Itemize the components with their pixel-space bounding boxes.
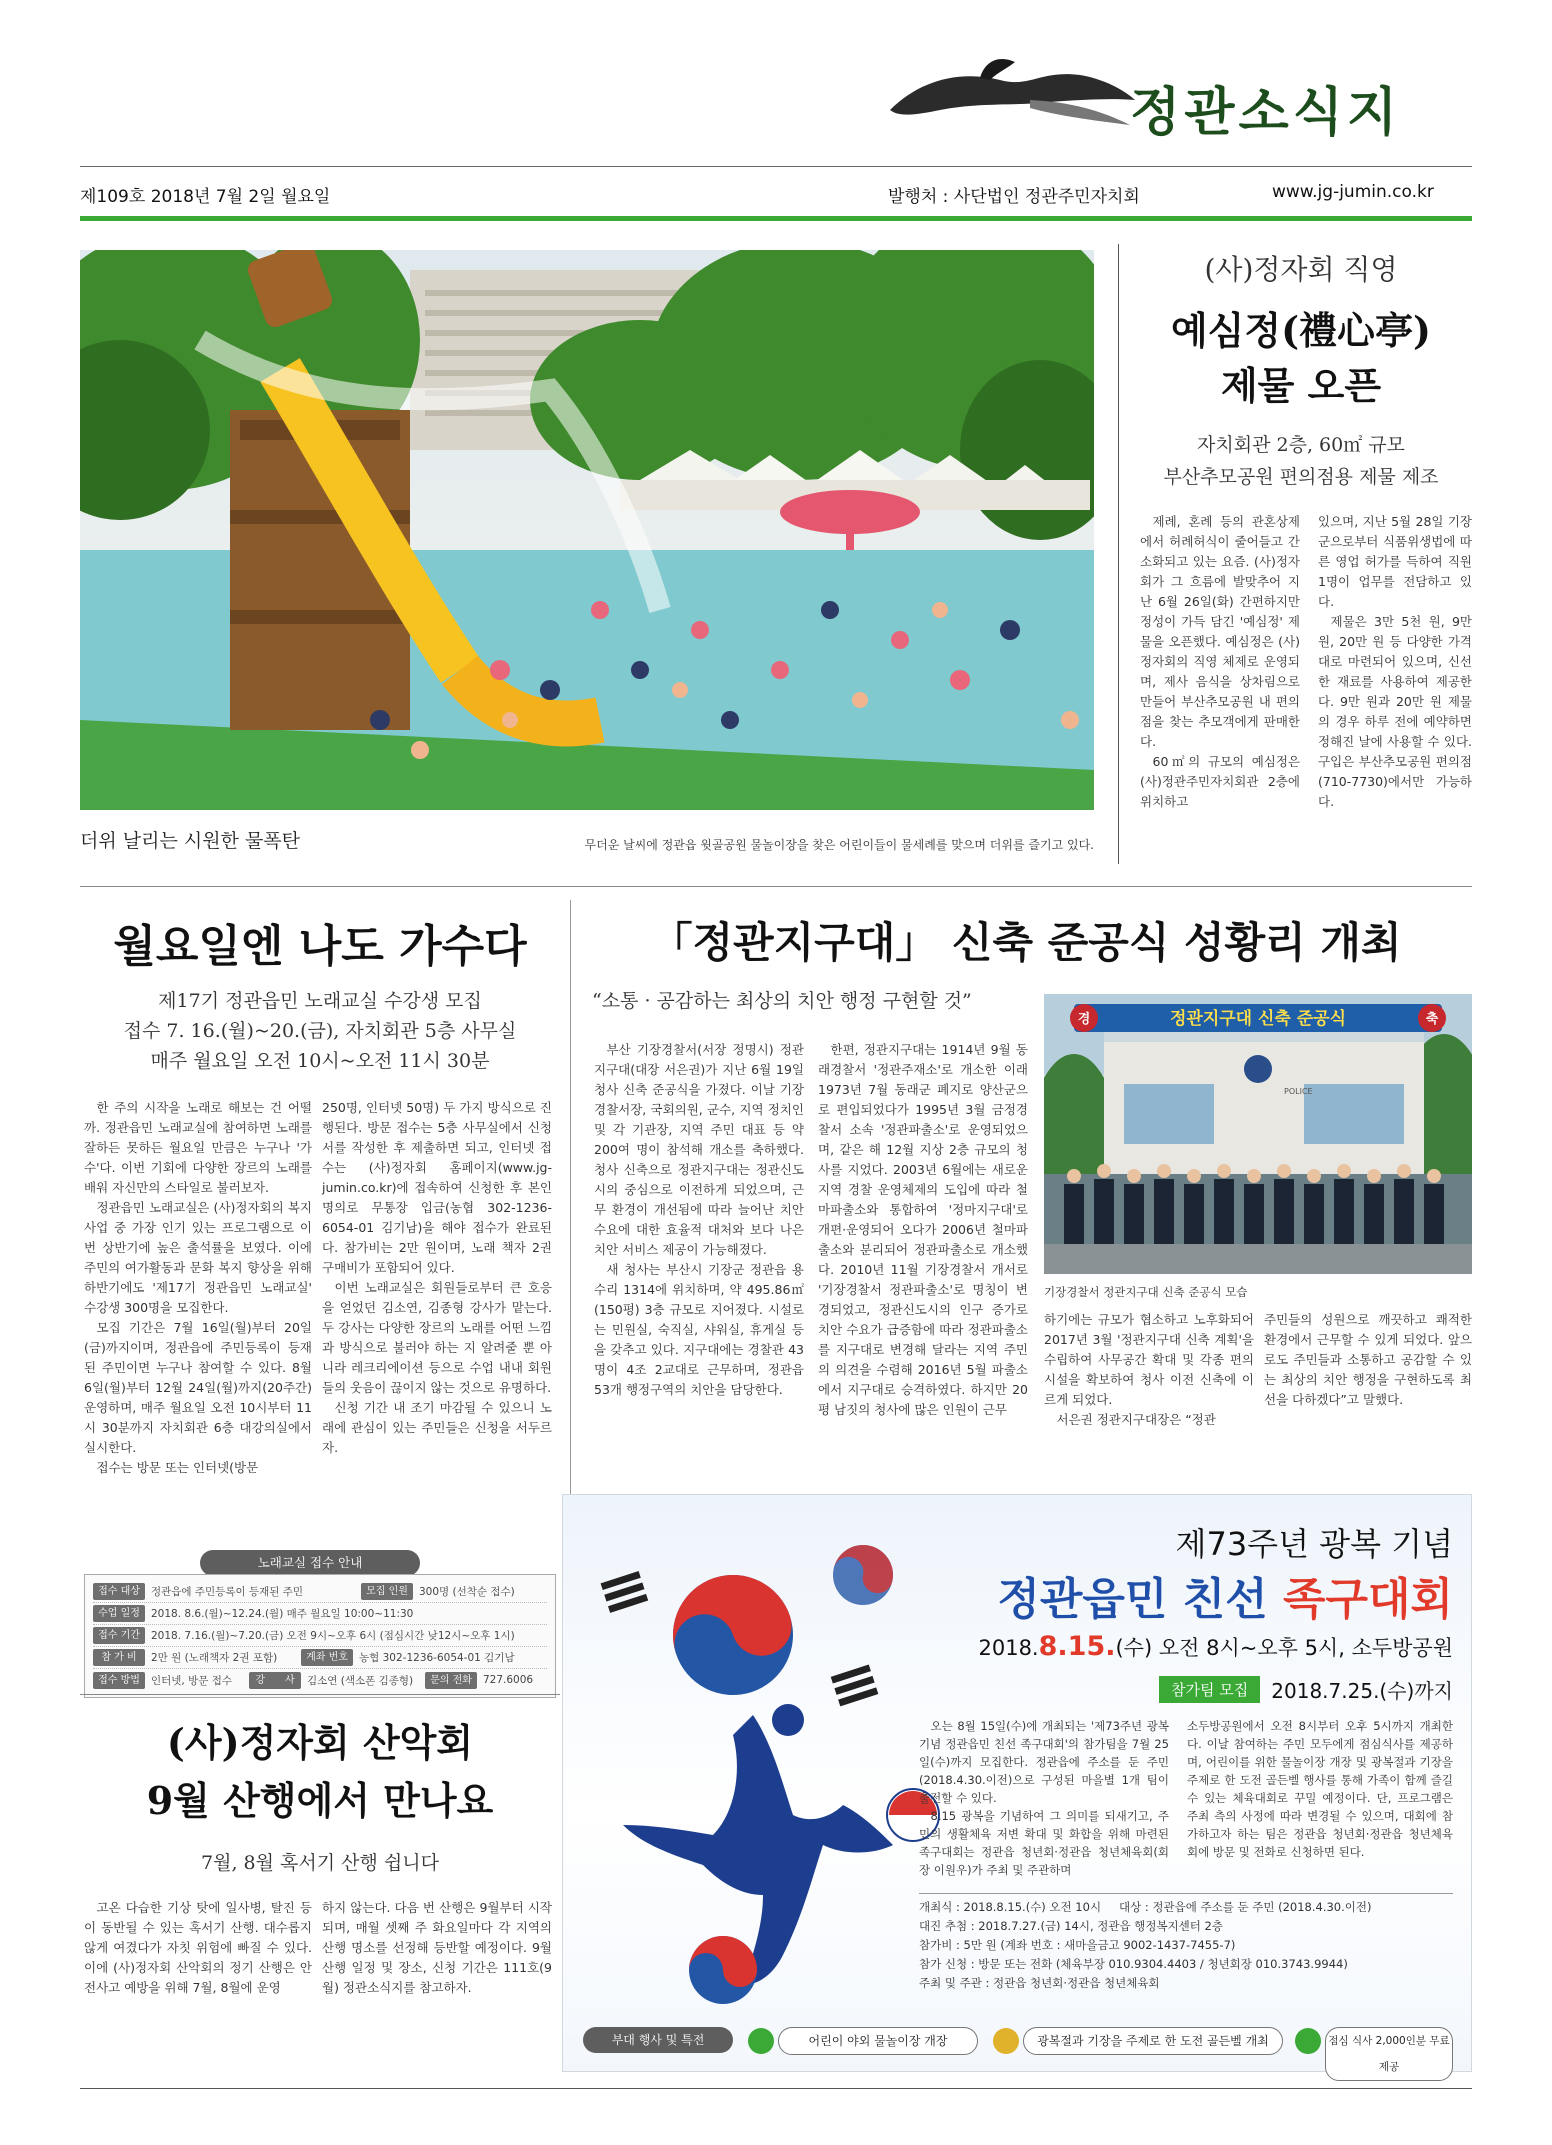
info-line: 참가 신청 : 방문 또는 전화 (체육부장 010.9304.4403 / 청년회장 010.3743.9944) (919, 1957, 1348, 1971)
photo-caption-title: 더위 날리는 시원한 물폭탄 (80, 830, 301, 852)
shrine-headline-1: 예심정(禮心亭) (1170, 308, 1432, 353)
police-col-3 (1044, 1310, 1254, 1430)
table-label: 접수 방법 (93, 1672, 145, 1689)
section-rule (80, 886, 1472, 887)
table-row (93, 1625, 547, 1647)
table-value: 정관읍에 주민등록이 등재된 주민 (151, 1586, 304, 1598)
poster-events-row (583, 2027, 1453, 2073)
police-quote: “소통 · 공감하는 최상의 치안 행정 구현할 것” (592, 990, 972, 1012)
paragraph: 서은권 정관지구대장은 “정관 (1056, 1412, 1216, 1427)
table-value: 300명 (선착순 접수) (419, 1586, 515, 1598)
poster-info-box (919, 1893, 1453, 1993)
poster-date-main: 8.15. (1038, 1631, 1116, 1662)
paragraph: 제례, 혼례 등의 관혼상제에서 허례허식이 줄어들고 간소화되고 있는 요즘. (사)정자회가 그 흐름에 발맞추어 지난 6월 26일(화) 간편하지만 정성이 가득 담긴 '예심정' 제물을 오픈했다. 예심정은 (사)정자회의 직영 체제로 운영되며, 제사 음식을 상차림으로 만들어 부산추모공원 내 편의점을 찾는 추모객에게 판매한다. (1140, 514, 1300, 749)
paragraph: 정관읍민 노래교실은 (사)정자회의 복지사업 중 가장 인기 있는 프로그램으로 이번 상반기에 높은 출석률을 보였다. 이에 주민의 여가활동과 문화 복지 향상을 위해 하반기에도 '제17기 정관읍민 노래교실' 수강생 300명을 모집한다. (84, 1200, 312, 1315)
info-line: 개최식 : 2018.8.15.(수) 오전 10시 (919, 1900, 1102, 1914)
building-sign: POLICE (1284, 1087, 1313, 1096)
police-photo-caption: 기장경찰서 정관지구대 신축 준공식 모습 (1044, 1285, 1248, 1299)
paragraph: 신청 기간 내 조기 마감될 수 있으니 노래에 관심이 있는 주민들은 신청을 서두르자. (322, 1400, 552, 1455)
page-bottom-rule (80, 2088, 1472, 2089)
info-line: 대진 추첨 : 2018.7.27.(금) 14시, 정관읍 행정복지센터 2층 (919, 1919, 1223, 1933)
police-col-1 (594, 1040, 804, 1400)
recruit-badge: 참가팀 모집 (1159, 1676, 1260, 1703)
issue-info: 제109호 2018년 7월 2일 월요일 (80, 187, 331, 207)
shrine-sub-1: 자치회관 2층, 60㎡ 규모 (1197, 434, 1405, 456)
info-line: 주최 및 주관 : 정관읍 청년회·정관읍 청년체육회 (919, 1976, 1160, 1990)
hiking-headline-1: (사)정자회 산악회 (166, 1720, 474, 1765)
table-label: 참 가 비 (93, 1649, 145, 1666)
paragraph: 오는 8월 15일(수)에 개최되는 '제73주년 광복 기념 정관읍민 친선 족구대회'의 참가팀을 7월 25일(수)까지 모집한다. 정관읍에 주소를 둔 주민(2018.4.30.이전)으로 구성된 마을별 1개 팀이 출전할 수 있다. (919, 1719, 1169, 1805)
paragraph: 한 주의 시작을 노래로 해보는 건 어떨까. 정관읍민 노래교실에 참여하면 노래를 잘하든 못하든 월요일 만큼은 누구나 '가수'다. 이번 기회에 다양한 장르의 노래를 배워 자신만의 스타일로 불러보자. (84, 1100, 312, 1195)
police-ceremony-photo (1044, 994, 1472, 1274)
table-value: 727.6006 (483, 1674, 534, 1686)
hiking-headline-2: 9월 산행에서 만나요 (146, 1778, 494, 1823)
table-row (93, 1669, 547, 1691)
paragraph: 이번 노래교실은 회원들로부터 큰 호응을 얻었던 김소연, 김종형 강사가 맡는다. 두 강사는 다양한 장르의 노래를 어떤 느낌과 방식으로 불러야 하는 지 알려줄 뿐 아니라 레크리에이션 등으로 수업 내내 회원들의 웃음이 끊이지 않는 것으로 유명하다. (322, 1280, 552, 1395)
shrine-kicker: (사)정자회 직영 (1204, 253, 1398, 286)
poster-col-1 (919, 1717, 1169, 1879)
singing-sub-3: 매주 월요일 오전 10시~오전 11시 30분 (150, 1050, 490, 1072)
divider (1118, 244, 1119, 864)
hiking-col-2 (322, 1898, 552, 1998)
paragraph: 250명, 인터넷 50명) 두 가지 방식으로 진행된다. 방문 접수는 5층 사무실에서 신청서를 작성한 후 제출하면 되고, 인터넷 접수는 (사)정자회 홈페이지(www.jg-jumin.co.kr)에 접속하여 신청한 후 본인 명의로 무통장 입금(농협 302-1236-6054-01 김기남)을 해야 접수가 완료된다. 참가비는 2만 원이며, 노래 책자 2권 구매비가 포함되어 있다. (322, 1100, 552, 1275)
masthead-brush-logo (880, 40, 1140, 140)
pool-icon (748, 2028, 774, 2054)
paragraph: 접수는 방문 또는 인터넷(방문 (96, 1460, 259, 1475)
banner-text: 정관지구대 신축 준공식 (1169, 1009, 1347, 1029)
table-value: 2018. 7.16.(월)~7.20.(금) 오전 9시~오후 6시 (점심시간 낮12시~오후 1시) (151, 1630, 515, 1642)
shrine-col-2 (1318, 512, 1472, 812)
poster-title (863, 1563, 1453, 1627)
paragraph: 있으며, 지난 5월 28일 기장군으로부터 식품위생법에 따른 영업 허가를 득하여 직원 1명이 업무를 전담하고 있다. (1318, 514, 1472, 609)
paragraph: 하지 않는다. 다음 번 산행은 9월부터 시작되며, 매월 셋째 주 화요일마다 각 지역의 산행 명소를 선정해 등반할 예정이다. 9월 산행 일정 및 장소, 신청 기간은 111호(9월) 정관소식지를 참고하자. (322, 1900, 552, 1995)
photo-caption: 무더운 날씨에 정관읍 윗골공원 물놀이장을 찾은 어린이들이 물세례를 맞으며 더위를 즐기고 있다. (584, 838, 1094, 852)
singing-headline: 월요일엔 나도 가수다 (113, 921, 527, 972)
section-rule (80, 1694, 560, 1695)
poster-title-part1: 정관읍민 친선 (997, 1574, 1268, 1625)
shrine-col-1 (1140, 512, 1300, 812)
info-line: 참가비 : 5만 원 (계좌 번호 : 새마을금고 9002-1437-7455-7) (919, 1938, 1236, 1952)
singing-col-2 (322, 1098, 552, 1458)
table-label: 접수 대상 (93, 1583, 145, 1600)
table-row (93, 1647, 547, 1669)
paragraph: 주민들의 성원으로 깨끗하고 쾌적한 환경에서 근무할 수 있게 되었다. 앞으로도 주민들과 소통하고 공감할 수 있는 최상의 치안 행정을 구현하도록 최선을 다하겠다”고 말했다. (1264, 1312, 1472, 1407)
table-label: 계좌 번호 (301, 1649, 353, 1666)
poster-title-part2: 족구대회 (1282, 1574, 1453, 1625)
poster-date-suffix: (수) 오전 8시~오후 5시, 소두방공원 (1115, 1636, 1453, 1660)
police-col-2 (818, 1040, 1028, 1420)
publisher: 발행처 : 사단법인 정관주민자치회 (888, 187, 1140, 207)
shrine-sub-2: 부산추모공원 편의점용 제물 제조 (1163, 466, 1439, 488)
event-item: 광복절과 기장을 주제로 한 도전 골든벨 개최 (1023, 2027, 1283, 2055)
events-label: 부대 행사 및 특전 (583, 2027, 733, 2053)
hiking-col-1 (84, 1898, 312, 1998)
singing-sub-1: 제17기 정관읍민 노래교실 수강생 모집 (158, 990, 482, 1012)
paragraph: 한편, 정관지구대는 1914년 9월 동래경찰서 '정관주재소'로 개소한 이래 1973년 7월 동래군 폐지로 양산군으로 편입되었다가 1995년 3월 금정경찰서 소속 '정관파출소'로 운영되었으며, 같은 해 12월 지상 2층 규모의 청사를 지었다. 2003년 6월에는 새로운 지역 경찰 운영체제의 도입에 따라 철마파출소와 통합하여 '정마지구대'로 개편·운영되어 오다가 2006년 철마파출소와 분리되어 정관파출소로 개소했다. 2010년 11월 기장경찰서 개서로 '기장경찰서 정관파출소'로 명칭이 변경되었고, 정관신도시의 인구 증가로 치안 수요가 급증함에 따라 정관파출소를 지구대로 변경해 달라는 지역 주민의 의견을 수렴해 2016년 5월 파출소에서 지구대로 승격하였다. 하지만 20평 남짓의 청사에 많은 인원이 근무 (818, 1042, 1028, 1417)
paragraph: 하기에는 규모가 협소하고 노후화되어 2017년 3월 '정관지구대 신축 계획'을 수립하여 사무공간 확대 및 각종 편의시설을 확보하여 청사 이전 신축에 이르게 되었다. (1044, 1312, 1254, 1407)
poster (562, 1494, 1472, 2072)
poster-date (863, 1631, 1453, 1662)
paragraph: 모집 기간은 7월 16일(월)부터 20일(금)까지이며, 정관읍에 주민등록이 등재된 주민이면 누구나 참여할 수 있다. 8월 6일(월)부터 12월 24일(월)까지(20주간) 운영하며, 매주 월요일 오전 10시부터 11시 30분까지 자치회관 6층 대강의실에서 실시한다. (84, 1320, 312, 1455)
water-park-photo (80, 250, 1094, 810)
meal-icon (1295, 2028, 1321, 2054)
police-headline: 「정관지구대」 신축 준공식 성황리 개최 (650, 918, 1402, 967)
table-value: 농협 302-1236-6054-01 김기남 (359, 1652, 515, 1664)
info-line: 대상 : 정관읍에 주소를 둔 주민 (2018.4.30.이전) (1119, 1900, 1372, 1914)
singing-info-table (84, 1574, 556, 1698)
paragraph: 새 청사는 부산시 기장군 정관읍 용수리 1314에 위치하며, 약 495.86㎡(150평) 3층 규모로 지어졌다. 시설로는 민원실, 숙직실, 샤워실, 휴게실 등을 갖추고 있다. 지구대에는 경찰관 43명이 4조 2교대로 근무하며, 정관읍 53개 행정구역의 치안을 담당한다. (594, 1262, 804, 1397)
poster-col-2 (1187, 1717, 1453, 1861)
paragraph: 고온 다습한 기상 탓에 일사병, 탈진 등이 동반될 수 있는 혹서기 산행. 대수롭지 않게 여겼다가 자칫 위험에 빠질 수 있다. 이에 (사)정자회 산악회의 정기 산행은 안전사고 예방을 위해 7월, 8월에 운영 (84, 1900, 312, 1995)
event-item: 점심 식사 2,000인분 무료 제공 (1325, 2027, 1453, 2081)
table-row (93, 1581, 547, 1603)
masthead-green-rule (80, 216, 1472, 221)
banner-left-text: 경 (1077, 1012, 1091, 1027)
singing-col-1 (84, 1098, 312, 1478)
table-label: 수업 일정 (93, 1605, 145, 1622)
website-link[interactable]: www.jg-jumin.co.kr (1272, 182, 1434, 202)
table-label: 문의 전화 (425, 1672, 477, 1689)
table-value: 김소연 (색소폰 김종형) (307, 1674, 414, 1687)
singing-table-title: 노래교실 접수 안내 (200, 1550, 420, 1576)
recruit-date: 2018.7.25.(수)까지 (1271, 1679, 1453, 1703)
table-value: 2만 원 (노래책자 2권 포함) (151, 1652, 278, 1664)
paragraph: 제물은 3만 5천 원, 9만 원, 20만 원 등 다양한 가격대로 마련되어 있으며, 신선한 재료를 사용하여 제공한다. 9만 원과 20만 원 제물의 경우 하루 전에 예약하면 정해진 날에 사용할 수 있다. 구입은 부산추모공원 편의점(710-7730)에서만 가능하다. (1318, 614, 1472, 809)
table-row (93, 1603, 547, 1625)
poster-kicker: 제73주년 광복 기념 (1175, 1525, 1453, 1563)
bell-icon (993, 2028, 1019, 2054)
paragraph: 8.15 광복을 기념하여 그 의미를 되새기고, 주민의 생활체육 저변 확대 및 화합을 위해 마련된 족구대회는 정관읍 청년회·정관읍 청년체육회(회장 이원우)가 주최 및 주관하며 (919, 1809, 1169, 1877)
singing-sub-2: 접수 7. 16.(월)~20.(금), 자치회관 5층 사무실 (123, 1020, 517, 1042)
table-label: 모집 인원 (361, 1583, 413, 1600)
paragraph: 소두방공원에서 오전 8시부터 오후 5시까지 개최한다. 이날 참여하는 주민 모두에게 점심식사를 제공하며, 어린이를 위한 물놀이장 개장 및 광복절과 기장을 주제로 한 도전 골든벨 행사를 통해 가족이 함께 즐길 수 있는 체육대회로 꾸밀 예정이다. 단, 프로그램은 주최 측의 사정에 따라 변경될 수 있으며, 대회에 참가하고자 하는 팀은 정관읍 청년회·정관읍 청년체육회에 방문 및 전화로 신청하면 된다. (1187, 1719, 1453, 1859)
masthead-title: 정관소식지 (1130, 83, 1402, 143)
table-label: 강 사 (249, 1672, 301, 1689)
hiking-sub: 7월, 8월 혹서기 산행 쉽니다 (201, 1852, 439, 1874)
table-value: 2018. 8.6.(월)~12.24.(월) 매주 월요일 10:00~11:30 (151, 1608, 414, 1620)
table-label: 접수 기간 (93, 1627, 145, 1644)
paragraph: 60㎡의 규모의 예심정은 (사)정관주민자치회관 2층에 위치하고 (1140, 754, 1300, 809)
table-value: 인터넷, 방문 접수 (151, 1674, 233, 1687)
police-col-4 (1264, 1310, 1472, 1410)
poster-date-prefix: 2018. (978, 1636, 1039, 1660)
banner-right-text: 축 (1425, 1012, 1439, 1027)
event-item: 어린이 야외 물놀이장 개장 (778, 2027, 978, 2055)
poster-recruit (1043, 1675, 1453, 1704)
paragraph: 부산 기장경찰서(서장 정명시) 정관지구대(대장 서은권)가 지난 6월 19일 청사 신축 준공식을 가졌다. 이날 기장경찰서장, 국회의원, 군수, 지역 정치인 및 각 기관장, 지역 주민 대표 등 약 200여 명이 참석해 개소를 축하했다. 청사 신축으로 정관지구대는 정관신도시의 중심으로 이전하게 되었으며, 근무 환경이 개선됨에 따라 늘어난 치안 수요에 대한 효율적 대처와 보다 나은 치안 서비스 제공이 가능해졌다. (594, 1042, 804, 1257)
shrine-headline-2: 제물 오픈 (1220, 363, 1382, 408)
